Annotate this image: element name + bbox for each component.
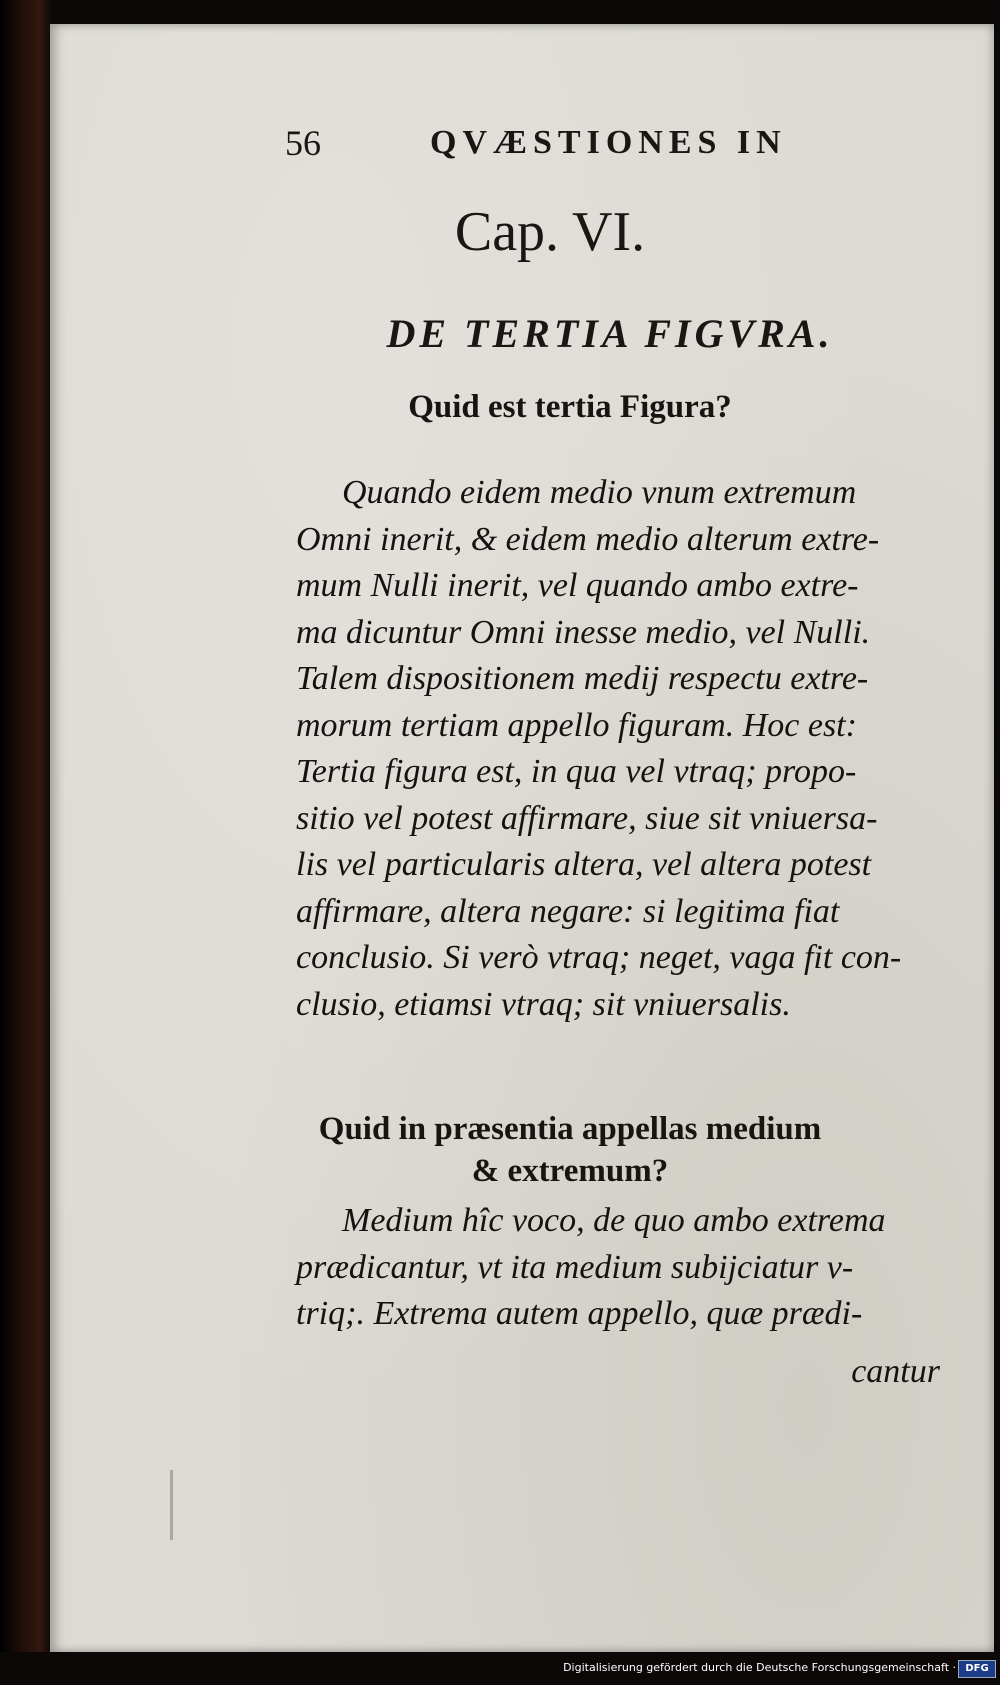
catchword: cantur — [851, 1353, 940, 1390]
paper-blemish — [170, 1470, 173, 1540]
text-line: ma dicuntur Omni inesse medio, vel Nulli. — [296, 613, 871, 651]
text-line: Omni inerit, & eidem medio alterum extre- — [296, 520, 880, 558]
text-line: mum Nulli inerit, vel quando ambo extre- — [296, 567, 859, 604]
text-line: Talem dispositionem medij respectu extre- — [296, 660, 869, 697]
running-title: QVÆSTIONES IN — [430, 124, 787, 161]
text-line: Tertia figura est, in qua vel vtraq; propo- — [296, 753, 857, 790]
footer-bar — [0, 1652, 1000, 1685]
text-line: Medium hîc voco, de quo ambo extrema — [342, 1202, 886, 1239]
running-head — [285, 122, 805, 172]
text-line: clusio, etiamsi vtraq; sit vniuersalis. — [296, 985, 791, 1023]
text-line: triq;. Extrema autem appello, quæ prædi- — [296, 1295, 863, 1332]
text-line: lis vel particularis altera, vel altera potest — [296, 846, 872, 883]
answer-paragraph-2 — [296, 1198, 948, 1338]
section-title: DE TERTIA FIGVRA. — [386, 311, 834, 356]
question-line: Quid in præsentia appellas medium — [318, 1111, 822, 1147]
text-line: affirmare, altera negare: si legitima fiat — [296, 892, 840, 930]
text-line: prædicantur, vt ita medium subijciatur v- — [296, 1248, 854, 1286]
text-line: sitio vel potest affirmare, siue sit vniuersa- — [296, 799, 878, 837]
text-line: morum tertiam appello figuram. Hoc est: — [296, 706, 857, 744]
footer-credit: Digitalisierung gefördert durch die Deutsche Forschungsgemeinschaft · — [563, 1661, 956, 1674]
answer-paragraph-1 — [296, 470, 948, 1028]
dfg-logo-icon: DFG — [958, 1660, 996, 1678]
question-line: & extremum? — [471, 1153, 669, 1189]
text-line: Quando eidem medio vnum extremum — [342, 474, 857, 511]
question-heading-2 — [0, 1108, 1000, 1192]
chapter-heading: Cap. VI. — [454, 201, 646, 263]
text-line: conclusio. Si verò vtraq; neget, vaga fit con- — [296, 939, 902, 976]
question-heading-1: Quid est tertia Figura? — [408, 389, 732, 425]
page-number: 56 — [285, 123, 321, 163]
